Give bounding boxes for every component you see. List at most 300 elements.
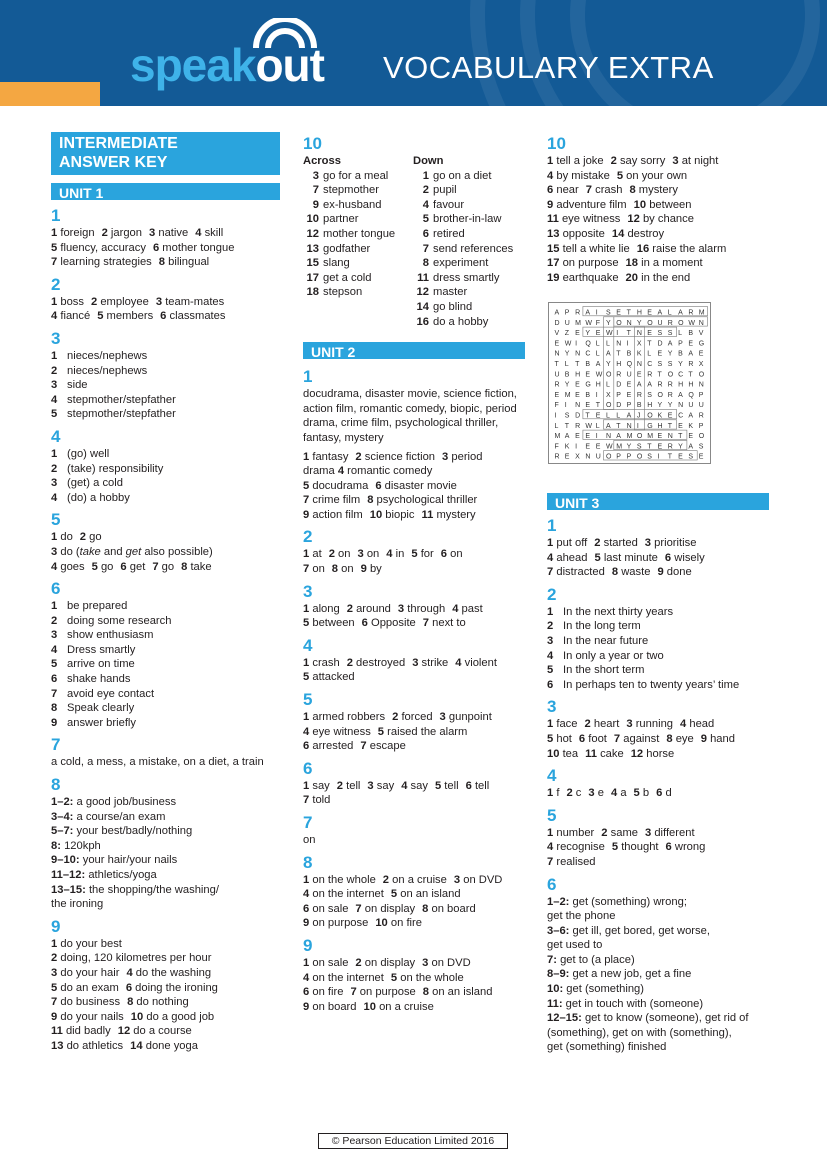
answer-text: learning strategies [60, 256, 152, 269]
exercise-number: 4 [547, 766, 557, 786]
answer-number: 7 [51, 996, 58, 1009]
answer-text: armed robbers [312, 711, 386, 724]
answer-line [303, 493, 525, 508]
answer-line [51, 1024, 280, 1039]
answer-text: tell [346, 779, 361, 792]
answer-text: mystery [436, 508, 476, 521]
unit-heading: UNIT 1 [51, 183, 280, 202]
answer-text: (something), get on with (something), [547, 1026, 732, 1039]
answer-number: 2 [51, 614, 58, 627]
answer-line [547, 169, 769, 184]
answer-text: classmates [169, 310, 226, 323]
answer-number: 9–10: [51, 854, 80, 867]
answer-number: 4 [195, 227, 202, 239]
answer-text: In the short term [563, 664, 645, 677]
answer-line [547, 840, 769, 855]
answer-text: skill [204, 227, 224, 239]
answer-group [547, 605, 769, 693]
answer-number: 13–15: [51, 883, 86, 896]
answer-number: 1 [303, 450, 310, 463]
answer-text: attacked [312, 671, 355, 684]
answer-line [547, 1040, 769, 1055]
answer-group [303, 547, 525, 576]
answer-text: a good job/business [76, 796, 177, 809]
answer-number: 8 [367, 494, 374, 507]
answer-text: destroyed [356, 656, 406, 669]
answer-text: heart [593, 718, 620, 731]
clue-number: 2 [422, 184, 429, 197]
clue-number: 8 [422, 257, 429, 270]
answer-number: 5 [377, 725, 385, 738]
answer-line [51, 255, 280, 270]
answer-text: arrive on time [67, 658, 135, 671]
clue-answer: mother tongue [323, 227, 396, 240]
clue-answer: go for a meal [323, 169, 389, 182]
answer-text: your best/badly/nothing [76, 825, 193, 838]
answer-line [51, 951, 280, 966]
crossword-answer-row [413, 183, 513, 198]
answer-text: around [356, 602, 391, 615]
answer-line [51, 378, 280, 393]
answer-line [547, 967, 769, 982]
answer-text: near [556, 184, 579, 197]
answer-line [303, 547, 525, 562]
answer-text: (go) well [67, 447, 110, 460]
answer-group [51, 599, 280, 730]
answer-number: 7 [51, 687, 58, 700]
answer-number: 3 [442, 450, 449, 463]
answer-line [547, 953, 769, 968]
answer-number: 2 [601, 826, 608, 839]
crossword-answer-row [413, 271, 513, 286]
answer-number: 2 [547, 620, 554, 633]
answer-text: bilingual [168, 256, 210, 269]
answer-group [303, 169, 395, 300]
crossword-answer-row [303, 227, 395, 242]
answer-line [51, 447, 280, 462]
answer-group [51, 560, 280, 575]
exercise-number: 8 [303, 852, 313, 872]
answer-number: 6 [664, 551, 672, 564]
answer-text: on display [364, 902, 416, 915]
answer-text: on the whole [312, 873, 376, 886]
answer-group [51, 295, 280, 324]
answer-text: next to [432, 617, 466, 630]
exercise-number: 9 [51, 916, 61, 936]
answer-text: nieces/nephews [67, 349, 148, 362]
column-3-bottom [547, 493, 769, 1055]
exercise-number: 9 [303, 935, 313, 955]
answer-number: 7 [422, 617, 430, 630]
answer-text: distracted [556, 566, 605, 579]
answer-line [51, 995, 280, 1010]
answer-number: 6 [547, 678, 554, 691]
answer-line [303, 616, 525, 631]
answer-text: crash [595, 184, 623, 197]
answer-group [51, 349, 280, 422]
clue-answer: go blind [433, 300, 473, 313]
answer-line [547, 1011, 769, 1026]
wordsearch-row: F I N E T O D P B H Y Y N U U [554, 402, 704, 410]
answer-number: 6 [440, 548, 447, 561]
answer-number: 2 [51, 952, 58, 965]
answer-text: b [642, 787, 650, 800]
answer-text: docudrama [312, 479, 369, 492]
answer-line [547, 605, 769, 620]
answer-group [338, 465, 433, 477]
answer-line [547, 551, 769, 566]
answer-line [303, 508, 525, 523]
answer-line [547, 997, 769, 1012]
answer-number: 3 [51, 966, 58, 979]
answer-text: do the washing [135, 966, 212, 979]
answer-text: get to know (someone), get rid of [584, 1012, 749, 1025]
answer-text: on an island [400, 888, 461, 901]
answer-number: 1 [51, 600, 58, 613]
answer-group [303, 710, 525, 754]
answer-number: 6 [51, 673, 58, 686]
answer-text: a course/an exam [76, 810, 166, 823]
answer-text: destroy [627, 227, 665, 240]
answer-number: 9 [547, 198, 554, 211]
answer-key-heading-line: INTERMEDIATE [59, 135, 178, 152]
crossword-answer-row [413, 227, 513, 242]
answer-text: eye [675, 732, 694, 745]
clue-number: 17 [306, 271, 319, 284]
answer-text: 120kph [64, 839, 101, 852]
answer-number: 12 [627, 213, 640, 226]
crossword-answer-row [303, 256, 395, 271]
answer-text: do your hair [60, 966, 120, 979]
answer-line: the ironing [51, 898, 104, 911]
answer-text: stepmother/stepfather [67, 408, 176, 421]
wordsearch-row: A P R A I S E T H E A L A R M [554, 309, 705, 317]
answer-line [51, 868, 280, 883]
clue-number: 16 [416, 315, 429, 328]
answer-text: do a course [133, 1025, 192, 1038]
answer-number: 9 [657, 566, 664, 579]
answer-text: native [158, 227, 189, 239]
clue-answer: stepson [323, 286, 363, 299]
answer-line [303, 710, 525, 725]
answer-number: 3 [51, 477, 58, 490]
wordsearch-row: V Z E Y E W I T N E S S L B V [554, 330, 704, 338]
crossword-answer-row [303, 169, 395, 184]
crossword-answer-row [413, 169, 513, 184]
answer-number: 8 [422, 902, 429, 915]
answer-group [547, 536, 769, 580]
answer-text: Dress smartly [67, 643, 136, 656]
answer-text: on [366, 548, 380, 561]
answer-text: employee [100, 295, 149, 308]
answer-line [547, 982, 769, 997]
answer-text: Speak clearly [67, 702, 135, 715]
answer-line [303, 479, 525, 494]
clue-answer: retired [433, 227, 465, 240]
answer-text: wrong [674, 841, 706, 854]
answer-number: 3 [149, 227, 156, 239]
answer-text: earthquake [562, 271, 619, 284]
answer-number: 2 [355, 956, 362, 969]
found-word-outline [604, 420, 677, 429]
answer-text: disaster movie [384, 479, 457, 492]
answer-line [303, 956, 525, 971]
answer-line [51, 364, 280, 379]
answer-number: 1 [547, 537, 554, 549]
exercise-number: 3 [51, 328, 61, 348]
answer-number: 4 [386, 548, 393, 561]
answer-line [51, 560, 280, 575]
answer-number: 6 [665, 841, 672, 854]
answer-text: between [649, 198, 692, 211]
clue-answer: dress smartly [433, 271, 500, 284]
answer-number: 2 [51, 462, 58, 475]
answer-line [547, 271, 769, 286]
answer-text: opposite [562, 227, 605, 240]
answer-line: on [303, 834, 316, 846]
answer-line [303, 779, 525, 794]
answer-number: 10 [547, 747, 560, 760]
answer-text: in a moment [641, 257, 703, 270]
answer-text: on a cruise [379, 1000, 434, 1013]
answer-text: head [689, 718, 715, 731]
answer-number: 5 [51, 658, 58, 671]
crossword-answer-row [413, 242, 513, 257]
clue-answer: slang [323, 257, 350, 270]
wordsearch-row: M A E E I N A M O M E N T E O [554, 433, 705, 441]
answer-number: 2 [328, 548, 335, 561]
answer-line [303, 902, 525, 917]
answer-text: boss [60, 295, 84, 308]
answer-number: 16 [636, 242, 650, 255]
answer-number: 1 [51, 531, 58, 544]
answer-number: 10 [369, 508, 383, 521]
unit-heading: UNIT 3 [547, 493, 769, 512]
answer-number: 11 [547, 213, 559, 226]
answer-text: be prepared [67, 600, 128, 613]
answer-number: 1 [303, 711, 310, 724]
answer-number: 7 [613, 732, 621, 745]
exercise-number: 1 [547, 516, 557, 535]
answer-line: drama 4 romantic comedy [303, 465, 433, 478]
answer-number: 4 [303, 971, 310, 984]
answer-text: on purpose [562, 257, 619, 270]
answer-text: forced [401, 711, 433, 724]
exercise-number: 8 [51, 775, 61, 795]
exercise-number: 3 [547, 697, 557, 717]
crossword-answer-row [413, 256, 513, 271]
answer-line [51, 657, 280, 672]
answer-line [51, 491, 280, 506]
wordsearch-row: E W I Q L L N I X T D A P E G [554, 340, 705, 348]
answer-number: 11 [421, 508, 434, 521]
answer-text: do business [60, 996, 121, 1009]
clue-answer: do a hobby [433, 315, 489, 328]
answer-number: 8 [422, 986, 429, 999]
answer-text: realised [556, 855, 596, 868]
answer-number: 20 [625, 271, 638, 284]
answer-text: done yoga [145, 1039, 198, 1052]
answer-number: 8: [51, 839, 61, 852]
answer-line [547, 924, 769, 939]
answer-text: e [597, 787, 604, 800]
answer-number: 4 [51, 393, 58, 406]
answer-number: 11 [585, 747, 597, 760]
answer-text: nieces/nephews [67, 364, 148, 377]
answer-number: 6 [303, 902, 310, 915]
clue-answer: experiment [433, 257, 489, 270]
answer-text: f [556, 787, 560, 800]
clue-answer: godfather [323, 242, 371, 255]
signal-icon [250, 18, 320, 52]
answer-number: 9 [51, 716, 58, 729]
wordsearch-grid [548, 302, 711, 464]
answer-line [51, 1010, 280, 1025]
answer-text: tell a joke [556, 155, 604, 167]
crossword-answers [303, 154, 525, 329]
answer-number: 3 [453, 873, 461, 886]
answer-number: 3–4: [51, 810, 74, 823]
answer-number: 5 [303, 479, 310, 492]
answer-text: get (something) finished [547, 1041, 667, 1054]
answer-number: 10 [633, 198, 647, 211]
exercise-number: 7 [51, 735, 61, 755]
answer-line [51, 309, 280, 324]
clue-answer: favour [433, 198, 465, 211]
answer-number: 2 [51, 364, 58, 377]
answer-line [303, 793, 525, 808]
answer-group [413, 169, 513, 330]
answer-group [547, 154, 769, 285]
answer-line: docudrama, disaster movie, science fiction, action film, romantic comedy, biopic, period drama, crime film, psychological thriller, fantasy, mystery [303, 388, 517, 444]
answer-text: started [603, 537, 638, 549]
answer-number: 1 [547, 787, 554, 800]
answer-line [303, 602, 525, 617]
answer-text: tell [474, 779, 490, 792]
answer-text: a [620, 787, 627, 800]
answer-number: 1 [303, 656, 310, 669]
answer-number: 2 [101, 227, 108, 239]
answer-text: on the whole [400, 971, 464, 984]
answer-line [51, 643, 280, 658]
unit-heading: UNIT 2 [303, 342, 525, 361]
answer-number: 3 [422, 956, 429, 969]
answer-number: 3 [644, 537, 652, 549]
answer-number: 5 [97, 310, 104, 323]
answer-number: 7 [303, 563, 310, 576]
answer-line [51, 701, 280, 716]
answer-text: foot [588, 732, 607, 745]
answer-number: 9 [303, 508, 310, 521]
answer-text: athletics/yoga [88, 869, 157, 881]
answer-text: go [161, 560, 175, 573]
answer-line [303, 739, 525, 754]
answer-number: 9 [303, 1000, 310, 1013]
answer-line [547, 909, 769, 924]
clue-answer: partner [323, 213, 359, 226]
answer-text: In the next thirty years [563, 605, 674, 618]
answer-number: 8 [51, 702, 58, 715]
answer-number: 8–9: [547, 968, 570, 981]
answer-line: a cold, a mess, a mistake, on a diet, a train [51, 756, 264, 769]
answer-line [547, 895, 769, 910]
answer-line [51, 981, 280, 996]
answer-line [51, 795, 280, 810]
answer-line [547, 649, 769, 664]
answer-group [547, 895, 769, 1056]
answer-number: 6 [375, 479, 382, 492]
answer-number: 7 [303, 494, 310, 507]
answer-line [547, 242, 769, 257]
answer-number: 7 [547, 566, 554, 579]
answer-group [51, 226, 280, 270]
answer-number: 10: [547, 983, 564, 996]
answer-number: 7 [350, 986, 357, 999]
wordsearch-row: R Y E G H L D E A A R R H H N [554, 381, 704, 389]
answer-text: face [556, 718, 578, 731]
answer-number: 14 [611, 227, 625, 240]
crossword-answer-row [413, 315, 513, 330]
exercise-number: 3 [303, 581, 313, 601]
answer-text: say [376, 779, 395, 792]
answer-text: science fiction [364, 450, 436, 463]
clue-number: 18 [306, 286, 319, 299]
answer-line [51, 599, 280, 614]
answer-text: tea [562, 747, 579, 760]
answer-text: raised the alarm [387, 725, 468, 738]
answer-number: 1 [51, 937, 58, 950]
answer-text: In the near future [563, 634, 649, 647]
answer-group [303, 779, 525, 808]
answer-number: 5 [91, 560, 98, 573]
answer-number: 7 [355, 902, 362, 915]
clue-number: 1 [422, 169, 429, 182]
answer-key-heading [51, 132, 280, 175]
answer-line [547, 786, 769, 801]
answer-text: team-mates [165, 295, 225, 308]
clue-number: 5 [422, 213, 429, 226]
answer-number: 1 [51, 447, 58, 460]
clue-answer: pupil [433, 184, 457, 197]
answer-number: 1 [303, 873, 310, 886]
answer-text: doing some research [67, 614, 172, 627]
answer-text: on [338, 548, 351, 561]
clue-answer: brother-in-law [433, 213, 502, 226]
answer-line [547, 826, 769, 841]
answer-text: on DVD [463, 873, 503, 886]
answer-number: 3 [412, 656, 419, 669]
answer-number: 4 [126, 966, 133, 979]
answer-line [547, 227, 769, 242]
exercise-number: 5 [51, 510, 61, 530]
answer-key-heading-line: ANSWER KEY [59, 154, 168, 171]
answer-number: 11 [51, 1025, 63, 1038]
answer-text: hot [556, 732, 572, 745]
answer-text: through [407, 602, 446, 615]
wordsearch-row: R E X N U O P P O S I T E S E [554, 453, 704, 461]
clue-number: 13 [306, 242, 319, 255]
answer-text: for [420, 548, 434, 561]
clue-number: 6 [422, 227, 429, 240]
answer-text: between [312, 617, 355, 630]
answer-text: waste [621, 566, 651, 579]
answer-number: 4 [303, 888, 310, 901]
answer-number: 1 [303, 956, 310, 969]
answer-number: 10 [363, 1000, 376, 1013]
answer-number: 1 [51, 349, 58, 362]
clue-number: 7 [422, 242, 429, 255]
answer-number: 3 [588, 787, 595, 800]
